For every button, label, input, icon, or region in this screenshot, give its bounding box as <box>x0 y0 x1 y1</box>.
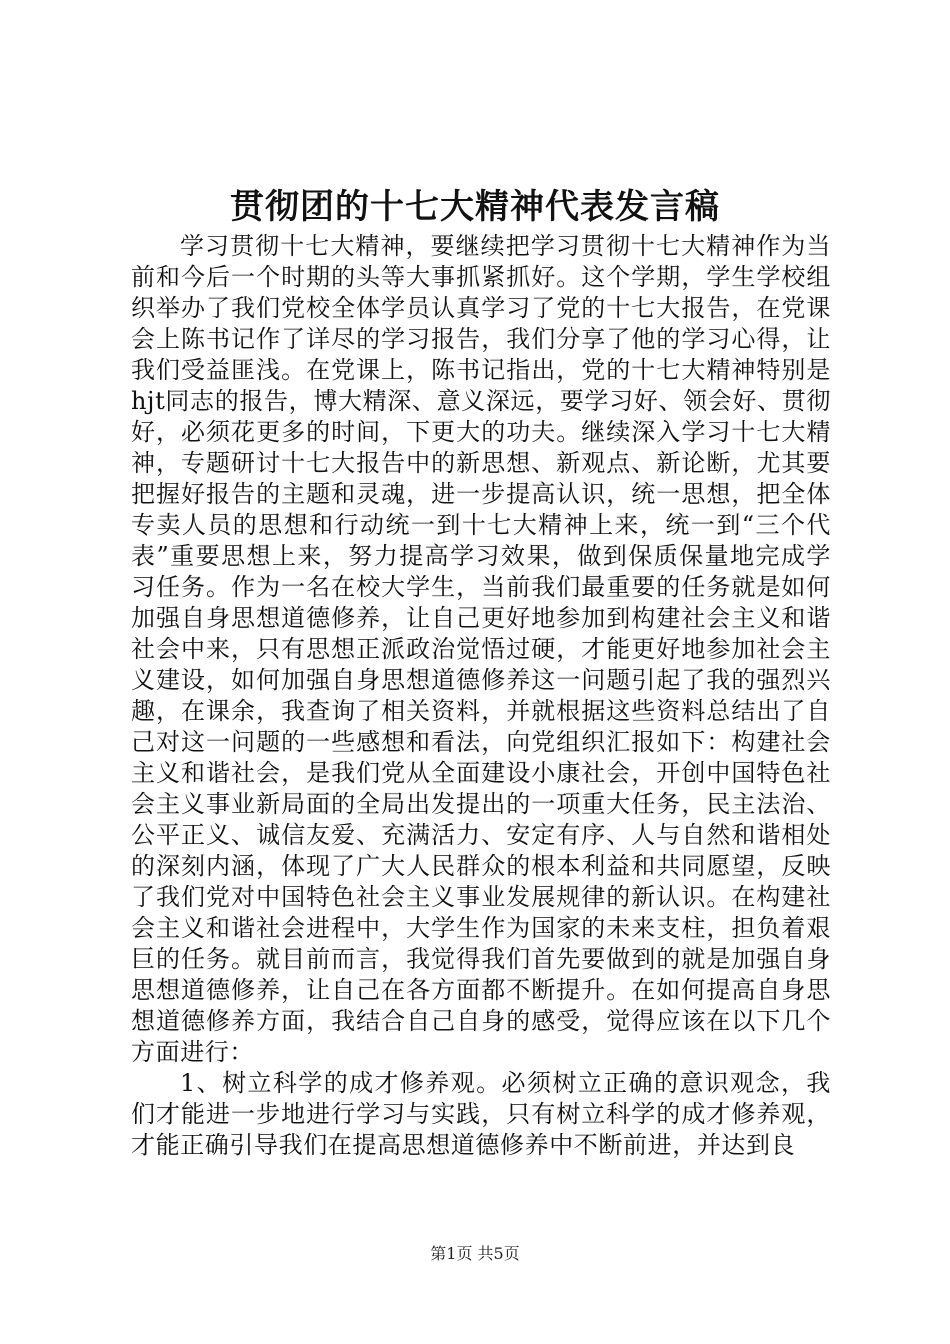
paragraph-2: 1、树立科学的成才修养观。必须树立正确的意识观念，我们才能进一步地进行学习与实践，只有树立科学的成才修养观，才能正确引导我们在提高思想道德修养中不断前进，并达到良 <box>131 1069 831 1159</box>
paragraph-1: 学习贯彻十七大精神，要继续把学习贯彻十七大精神作为当前和今后一个时期的头等大事抓紧抓好。这个学期，学生学校组织举办了我们党校全体学员认真学习了党的十七大报告，在党课会上陈书记作了详尽的学习报告，我们分享了他的学习心得，让我们受益匪浅。在党课上，陈书记指出，党的十七大精神特别是hjt同志的报告，博大精深、意义深远，要学习好、领会好、贯彻好，必须花更多的时间，下更大的功夫。继续深入学习十七大精神，专题研讨十七大报告中的新思想、新观点、新论断，尤其要把握好报告的主题和灵魂，进一步提高认识，统一思想，把全体专卖人员的思想和行动统一到十七大精神上来，统一到“三个代表”重要思想上来，努力提高学习效果，做到保质保量地完成学习任务。作为一名在校大学生，当前我们最重要的任务就是如何加强自身思想道德修养，让自己更好地参加到构建社会主义和谐社会中来，只有思想正派政治觉悟过硬，才能更好地参加社会主义建设，如何加强自身思想道德修养这一问题引起了我的强烈兴趣，在课余，我查询了相关资料，并就根据这些资料总结出了自己对这一问题的一些感想和看法，向党组织汇报如下：构建社会主义和谐社会，是我们党从全面建设小康社会，开创中国特色社会主义事业新局面的全局出发提出的一项重大任务，民主法治、公平正义、诚信友爱、充满活力、安定有序、人与自然和谐相处的深刻内涵，体现了广大人民群众的根本利益和共同愿望，反映了我们党对中国特色社会主义事业发展规律的新认识。在构建社会主义和谐社会进程中，大学生作为国家的未来支柱，担负着艰巨的任务。就目前而言，我觉得我们首先要做到的就是加强自身思想道德修养，让自己在各方面都不断提升。在如何提高自身思想道德修养方面，我结合自己自身的感受，觉得应该在以下几个方面进行： <box>131 232 831 1066</box>
document-title: 贯彻团的十七大精神代表发言稿 <box>230 187 720 227</box>
page-number-footer: 第1页 共5页 <box>430 1244 520 1263</box>
document-body <box>131 231 831 1161</box>
